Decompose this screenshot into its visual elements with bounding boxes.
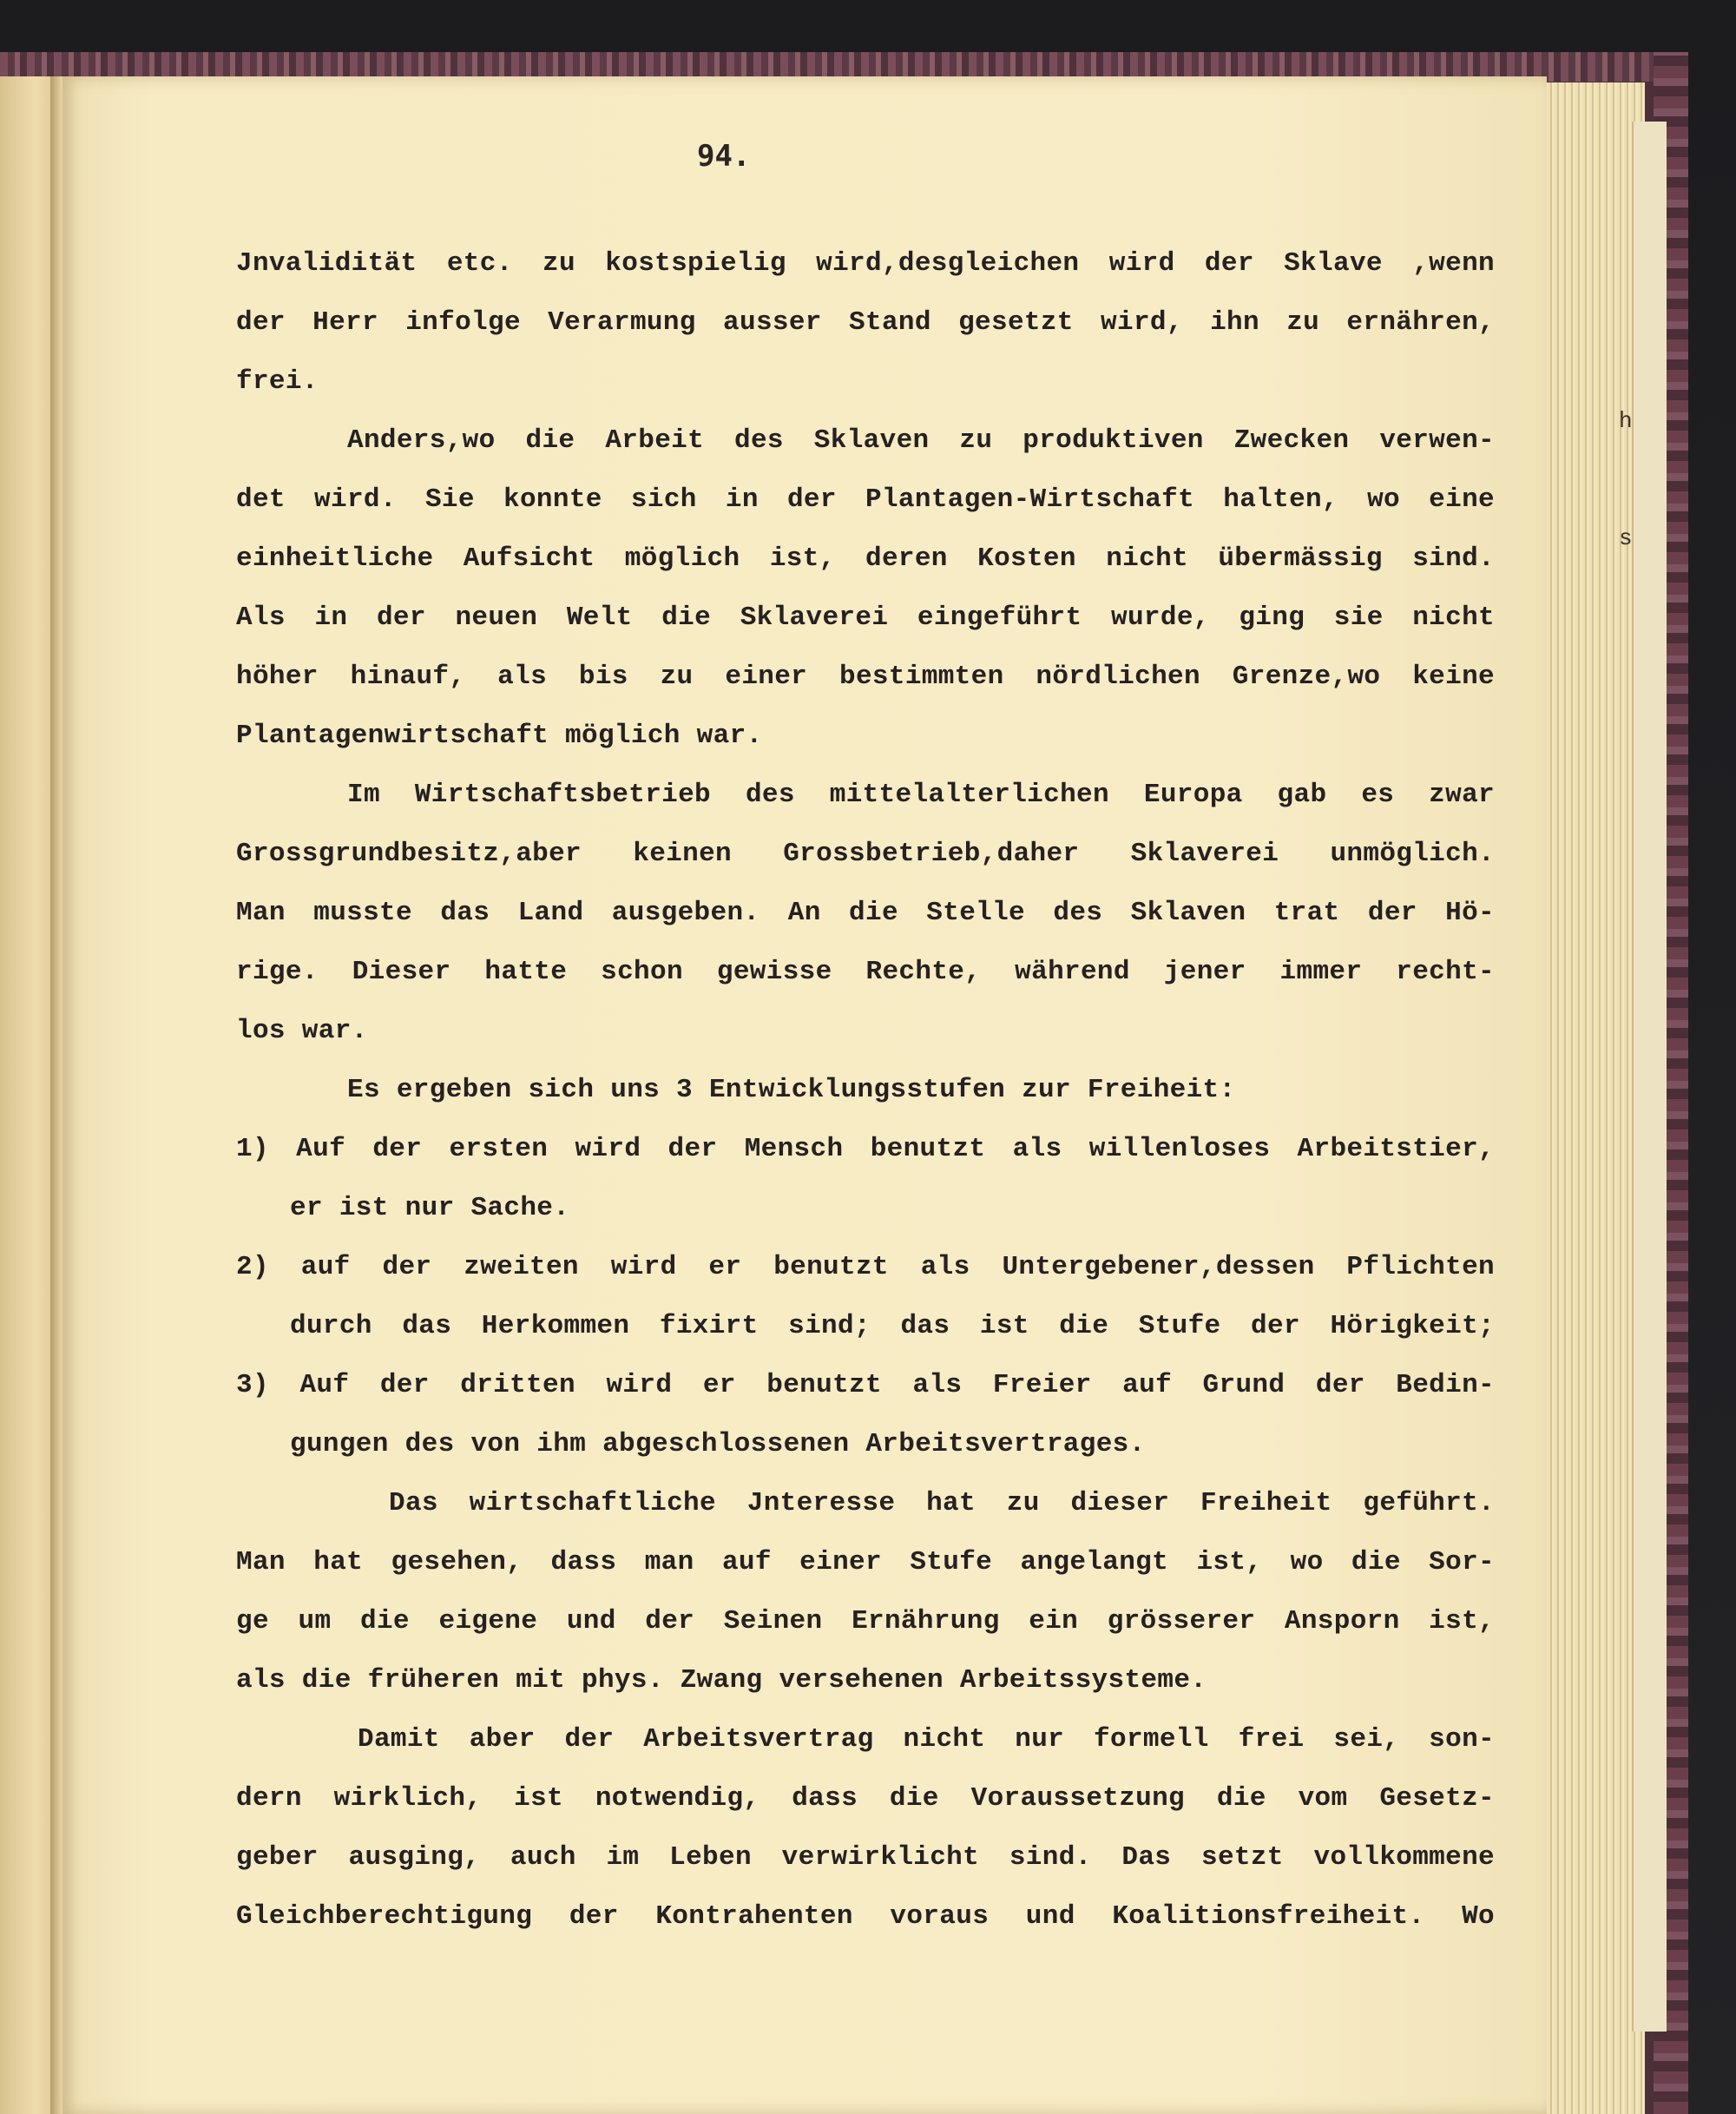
text-line: der Herr infolge Verarmung ausser Stand gesetzt wird, ihn zu ernähren, (236, 307, 1495, 338)
text-line: geber ausging, auch im Leben verwirklicht sind. Das setzt vollkommene (236, 1842, 1495, 1873)
edge-letter: h (1619, 408, 1633, 434)
page-text (236, 234, 1495, 1946)
text-line: höher hinauf, als bis zu einer bestimmten nördlichen Grenze,wo keine (236, 662, 1495, 692)
text-line: det wird. Sie konnte sich in der Plantagen-Wirtschaft halten, wo eine (236, 484, 1495, 515)
text-line: Grossgrundbesitz,aber keinen Grossbetrieb,daher Sklaverei unmöglich. (236, 839, 1495, 869)
text-line: Im Wirtschaftsbetrieb des mittelalterlichen Europa gab es zwar (347, 780, 1495, 810)
text-line: dern wirklich, ist notwendig, dass die Voraussetzung die vom Gesetz- (236, 1783, 1495, 1814)
text-line: ge um die eigene und der Seinen Ernährung ein grösserer Ansporn ist, (236, 1606, 1495, 1637)
text-line: 2) auf der zweiten wird er benutzt als Untergebener,dessen Pflichten (236, 1252, 1495, 1282)
text-line: Das wirtschaftliche Jnteresse hat zu dieser Freiheit geführt. (389, 1488, 1495, 1518)
text-line: rige. Dieser hatte schon gewisse Rechte, während jener immer recht- (236, 957, 1495, 987)
edge-letter: s (1619, 525, 1633, 551)
text-line: einheitliche Aufsicht möglich ist, deren Kosten nicht übermässig sind. (236, 543, 1495, 574)
text-line: durch das Herkommen fixirt sind; das ist die Stufe der Hörigkeit; (290, 1311, 1495, 1341)
page-edges (1541, 82, 1645, 2114)
text-line: Gleichberechtigung der Kontrahenten voraus und Koalitionsfreiheit. Wo (236, 1901, 1495, 1932)
text-line: gungen des von ihm abgeschlossenen Arbeitsvertrages. (290, 1429, 1146, 1459)
text-line: er ist nur Sache. (290, 1193, 570, 1223)
text-line: 1) Auf der ersten wird der Mensch benutzt als willenloses Arbeitstier, (236, 1134, 1495, 1164)
book-gutter (50, 76, 62, 2114)
text-line: Plantagenwirtschaft möglich war. (236, 721, 763, 751)
text-line: los war. (236, 1016, 368, 1046)
text-line: Als in der neuen Welt die Sklaverei eingeführt wurde, ging sie nicht (236, 603, 1495, 633)
text-line: Damit aber der Arbeitsvertrag nicht nur formell frei sei, son- (358, 1724, 1495, 1755)
text-line: frei. (236, 366, 319, 397)
inserted-sheet (1632, 122, 1667, 2032)
text-line: Anders,wo die Arbeit des Sklaven zu produktiven Zwecken verwen- (347, 425, 1495, 456)
text-line: als die früheren mit phys. Zwang versehenen Arbeitssysteme. (236, 1665, 1207, 1696)
text-line: Man hat gesehen, dass man auf einer Stufe angelangt ist, wo die Sor- (236, 1547, 1495, 1577)
text-line: Es ergeben sich uns 3 Entwicklungsstufen zur Freiheit: (347, 1075, 1236, 1105)
text-line: Man musste das Land ausgeben. An die Stelle des Sklaven trat der Hö- (236, 898, 1495, 928)
page-number: 94. (697, 139, 751, 174)
left-page-strip (0, 76, 50, 2114)
text-line: 3) Auf der dritten wird er benutzt als Freier auf Grund der Bedin- (236, 1370, 1495, 1400)
text-line: Jnvalidität etc. zu kostspielig wird,desgleichen wird der Sklave ,wenn (236, 248, 1495, 279)
